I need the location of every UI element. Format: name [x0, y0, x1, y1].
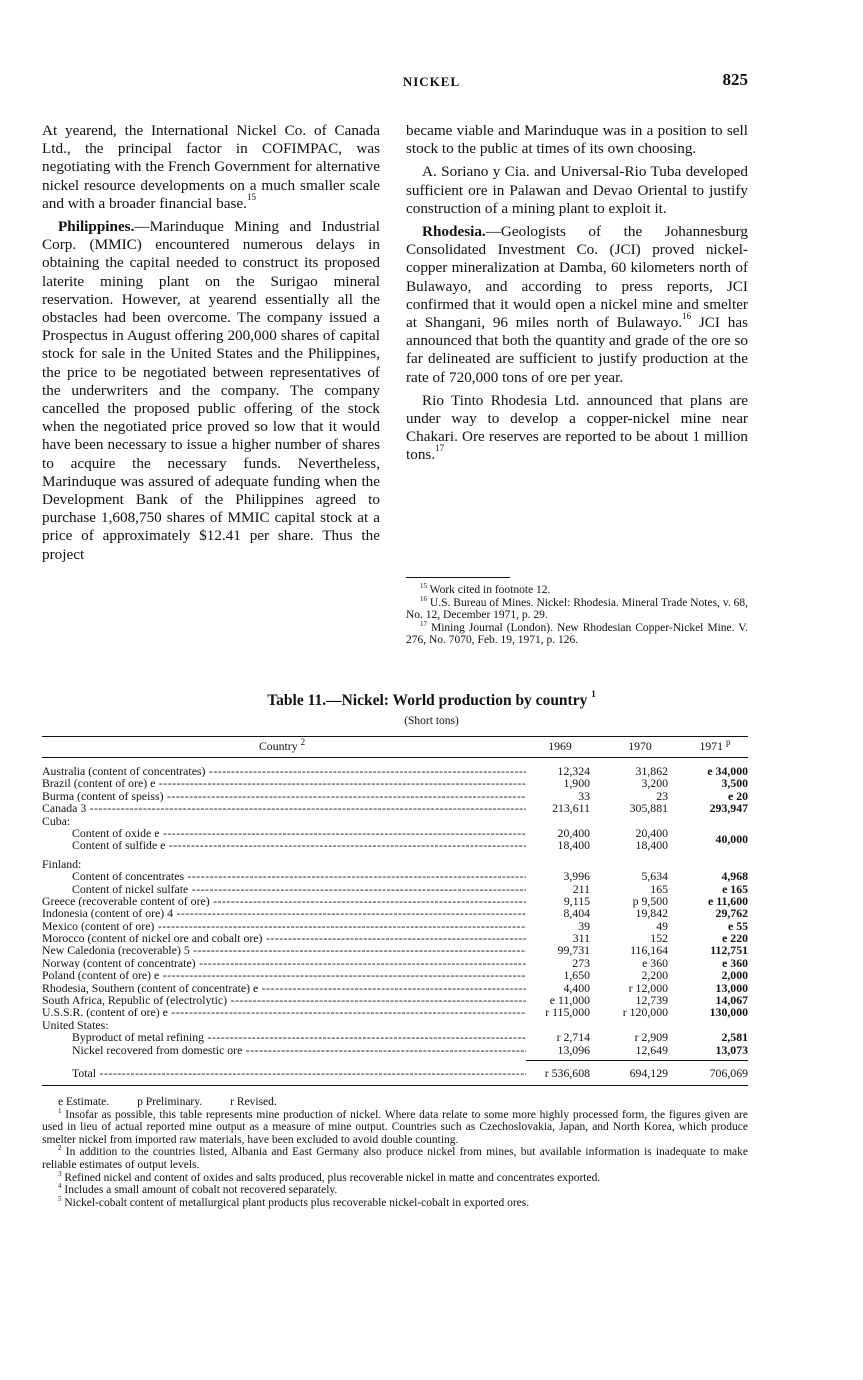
- paragraph-marinduque-cont: became viable and Marinduque was in a position to sell stock to the public at times of its own choosing.: [406, 122, 748, 158]
- cell-1971: 29,762: [715, 906, 748, 921]
- cell-1971: e 55: [728, 918, 748, 933]
- row-label: Australia (content of concentrates) -----: [42, 765, 526, 777]
- page-number: 825: [722, 70, 748, 89]
- cell-1969: 39: [578, 918, 590, 933]
- cell-1971: e 34,000: [707, 764, 748, 778]
- paragraph-soriano: A. Soriano y Cia. and Universal-Rio Tuba developed sufficient ore in Palawan and Devao Oriental to justify construction of a mining plant to exploit it.: [406, 163, 748, 217]
- row-label: South Africa, Republic of (electrolytic) -----: [42, 994, 526, 1006]
- total-cell-1971: 706,069: [709, 1065, 748, 1080]
- cell-1969: r 2,714: [556, 1030, 590, 1045]
- cell-1969: 311: [572, 931, 590, 946]
- cell-1970: e 360: [642, 955, 668, 970]
- footnote-ref-16: 16: [682, 311, 692, 322]
- cell-1970: 31,862: [635, 764, 668, 778]
- cell-1970: 12,649: [635, 1042, 668, 1057]
- row-label: Mexico (content of ore) -----: [42, 920, 526, 932]
- cell-1970: r 120,000: [622, 1005, 668, 1020]
- cell-1969: 13,096: [557, 1042, 590, 1057]
- cell-1969: 3,996: [563, 869, 590, 884]
- row-label: Norway (content of concentrate) -----: [42, 957, 526, 969]
- cell-1971: e 220: [722, 931, 748, 946]
- cell-1970: p 9,500: [632, 893, 668, 908]
- table-bottom-rule: [42, 1085, 748, 1086]
- cell-1969: r 115,000: [545, 1005, 590, 1020]
- cell-1970: 12,739: [635, 993, 668, 1008]
- cell-1971: 14,067: [715, 993, 748, 1008]
- cell-1969: 20,400: [557, 825, 590, 840]
- text-footnote: $^{15}$ Work cited in footnote 12.: [420, 582, 551, 596]
- column-header-1969: 1969: [548, 739, 572, 753]
- table-legend: e Estimate. p Preliminary. r Revised.: [58, 1096, 277, 1108]
- cell-1969: 4,400: [563, 980, 590, 995]
- footnote-rule: [406, 577, 510, 578]
- cell-1971: 2,000: [721, 968, 748, 983]
- table-row: [42, 907, 748, 919]
- cell-1970: 18,400: [635, 838, 668, 853]
- column-header-country: Country $^2$: [258, 737, 306, 753]
- cell-1969: 273: [572, 955, 590, 970]
- cell-1970: 20,400: [635, 825, 668, 840]
- cell-1969: 1,900: [563, 776, 590, 791]
- row-label: Greece (recoverable content of ore) -----: [42, 895, 526, 907]
- cell-1970: r 12,000: [628, 980, 668, 995]
- table-footnote-4: $^4$ Includes a small amount of cobalt not recovered separately.: [58, 1182, 338, 1197]
- paragraph-philippines: Philippines.—Marinduque Mining and Industrial Corp. (MMIC) encountered numerous delays in obtaining the capital needed to construct its proposed laterite mining plant on the Surigao mineral reservation. However, at yearend essentially all the obstacles had been overcome. The company issued a Prospectus in August offering 200,000 shares of capital stock for sale in the United States and the Philippines, the price to be negotiated between representatives of the underwriters and the company. The company cancelled the proposed public offering of the stock when the negotiated price proved so low that it would have been necessary to issue a higher number of shares to acquire the necessary funds. Nevertheless, Marinduque was assured of adequate funding when the Development Bank of the Philippines agreed to purchase 1,608,750 shares of MMIC capital stock at a price of approximately $12.41 per share. Thus the project: [42, 218, 380, 563]
- table-row: [42, 944, 748, 956]
- table-row: [42, 1006, 748, 1018]
- total-rule: [526, 1060, 748, 1061]
- cell-1971: e 165: [722, 881, 748, 896]
- column-header-1971: 1971 $^p$: [699, 737, 731, 753]
- row-label: Content of nickel sulfate -----: [72, 883, 526, 895]
- table-row: [42, 839, 748, 851]
- cell-1971: e 11,600: [708, 893, 748, 908]
- row-label: Finland:: [42, 857, 82, 871]
- cell-1969: 213,611: [552, 801, 590, 816]
- cell-1971: 112,751: [710, 943, 748, 958]
- cell-1970: 49: [656, 918, 668, 933]
- running-head-title: NICKEL: [402, 74, 461, 89]
- row-label: Indonesia (content of ore) 4 -----: [42, 907, 526, 919]
- footnote-ref-17: 17: [435, 443, 445, 454]
- row-label: Morocco (content of nickel ore and cobalt ore) -----: [42, 932, 526, 944]
- table-row: [42, 870, 748, 882]
- row-label: Content of oxide e -----: [72, 827, 526, 839]
- table-header-rule: [42, 757, 748, 758]
- table-footnote-3: $^3$ Refined nickel and content of oxides and salts produced, plus recoverable nickel in matte and concentrates exported.: [58, 1169, 601, 1184]
- paragraph-rio-tinto: Rio Tinto Rhodesia Ltd. announced that plans are under way to develop a copper-nickel mine near Chakari. Ore reserves are reported to be about 1 million tons.$^{17}$: [406, 391, 748, 464]
- cell-1970: r 2,909: [634, 1030, 668, 1045]
- table-footnote-2: $^2$ In addition to the countries listed, Albania and East Germany also produce nickel from mines, but available information is inadequate to make reliable estimates of output levels.: [42, 1144, 748, 1171]
- table-top-rule: [42, 736, 748, 737]
- table-row: [42, 777, 748, 789]
- row-label-total: Total -----: [72, 1067, 526, 1079]
- cell-1969: 1,650: [563, 968, 590, 983]
- cell-1969: 99,731: [557, 943, 590, 958]
- cell-1969: 211: [572, 881, 590, 896]
- cell-1971: 3,500: [721, 776, 748, 791]
- table-footnotes: [42, 1096, 748, 1209]
- row-label: Nickel recovered from domestic ore -----: [72, 1044, 526, 1056]
- row-label: Content of sulfide e -----: [72, 839, 526, 851]
- row-label: Poland (content of ore) e -----: [42, 969, 526, 981]
- cell-1969: 8,404: [563, 906, 590, 921]
- cell-1971: 293,947: [709, 801, 748, 816]
- row-label: Canada 3 -----: [42, 802, 526, 814]
- cell-1969: 18,400: [557, 838, 590, 853]
- row-label: Rhodesia, Southern (content of concentrate) e -----: [42, 982, 526, 994]
- row-label: Cuba:: [42, 814, 71, 827]
- cell-1970: 305,881: [629, 801, 668, 816]
- table-row: [42, 1044, 748, 1056]
- cell-1970: 2,200: [641, 968, 668, 983]
- row-label: Content of concentrates -----: [72, 870, 526, 882]
- table-body: [42, 765, 748, 1086]
- row-label: United States:: [42, 1018, 109, 1032]
- cell-1970: 3,200: [641, 776, 668, 791]
- total-cell-1970: 694,129: [629, 1065, 668, 1080]
- cell-1970: 152: [650, 931, 668, 946]
- cell-1969: 33: [578, 788, 590, 803]
- footnote-ref-15: 15: [246, 191, 256, 202]
- total-cell-1969: r 536,608: [544, 1065, 590, 1080]
- cell-1970: 19,842: [635, 906, 668, 921]
- paragraph-cofimpac: At yearend, the International Nickel Co. of Canada Ltd., the principal factor in COFIMPAC, was negotiating with the French Government for alternative nickel resource developments on a much smaller scale and with a broader financial base.$^{15}$: [42, 122, 380, 212]
- table-subtitle: (Short tons): [404, 715, 459, 727]
- cell-1971: 13,073: [715, 1042, 748, 1057]
- cell-1971: 2,581: [721, 1030, 748, 1045]
- row-label: New Caledonia (recoverable) 5 -----: [42, 944, 526, 956]
- paragraph-rhodesia: Rhodesia.—Geologists of the Johannesburg Consolidated Investment Co. (JCI) proved nickel-copper mineralization at Damba, 60 kilometers north of Bulawayo, and according to press reports, JCI confirmed that it would open a nickel mine and smelter at Shangani, 96 miles north of Bulawayo.$^{16}$ JCI has announced that both the quantity and grade of the ore so far delineated are sufficient to justify production at the rate of 720,000 tons of ore per year.: [406, 223, 748, 386]
- table-row-total: [42, 1067, 748, 1079]
- cell-1971: 4,968: [721, 869, 748, 884]
- cell-1970: 23: [656, 788, 668, 803]
- table-row: [42, 1031, 748, 1043]
- table-footnote-5: $^5$ Nickel-cobalt content of metallurgical plant products plus recoverable nickel-cobalt in exported ores.: [58, 1194, 530, 1209]
- cell-1969: 9,115: [563, 893, 590, 908]
- row-label: U.S.S.R. (content of ore) e -----: [42, 1006, 526, 1018]
- table-row: [42, 802, 748, 814]
- row-label: Burma (content of speiss) -----: [42, 790, 526, 802]
- row-label: Byproduct of metal refining -----: [72, 1031, 526, 1043]
- table-title: Table 11.—Nickel: World production by country $^1$: [267, 689, 596, 709]
- cell-1971: 130,000: [709, 1005, 748, 1020]
- cell-1969: 12,324: [557, 764, 590, 778]
- cell-1969: e 11,000: [549, 993, 590, 1008]
- column-header-1970: 1970: [628, 739, 652, 753]
- cell-1970: 165: [650, 881, 668, 896]
- text-footnotes: [406, 584, 748, 647]
- cell-1970: 5,634: [641, 869, 668, 884]
- left-column: [42, 122, 380, 569]
- cell-1971: e 360: [722, 955, 748, 970]
- cell-1971: 13,000: [715, 980, 748, 995]
- cell-1971: 40,000: [715, 831, 748, 846]
- table-row: [42, 920, 748, 932]
- right-column: [406, 122, 748, 470]
- text-footnote: $^{17}$ Mining Journal (London). New Rhodesian Copper-Nickel Mine. V. 276, No. 7070, Feb. 19, 1971, p. 126.: [406, 619, 748, 646]
- cell-1971: e 20: [728, 788, 748, 803]
- runin-heading-philippines: Philippines.: [58, 218, 135, 236]
- text-footnote: $^{16}$ U.S. Bureau of Mines. Nickel: Rhodesia. Mineral Trade Notes, v. 68, No. 12, December 1971, p. 29.: [406, 594, 749, 621]
- table-row: [42, 969, 748, 981]
- table-footnote-1: $^1$ Insofar as possible, this table represents mine production of nickel. Where data relate to some more highly processed form, the figures given are used in lieu of actual reported mine output as a measure of mine output. Countries such as Czechoslovakia, Japan, and North Korea, which produce smelter nickel from imported raw materials, have been excluded to avoid double counting.: [42, 1106, 748, 1146]
- runin-heading-rhodesia: Rhodesia.: [422, 223, 486, 241]
- table-title-ref: 1: [591, 689, 596, 699]
- row-label: Brazil (content of ore) e -----: [42, 777, 526, 789]
- cell-1970: 116,164: [630, 943, 668, 958]
